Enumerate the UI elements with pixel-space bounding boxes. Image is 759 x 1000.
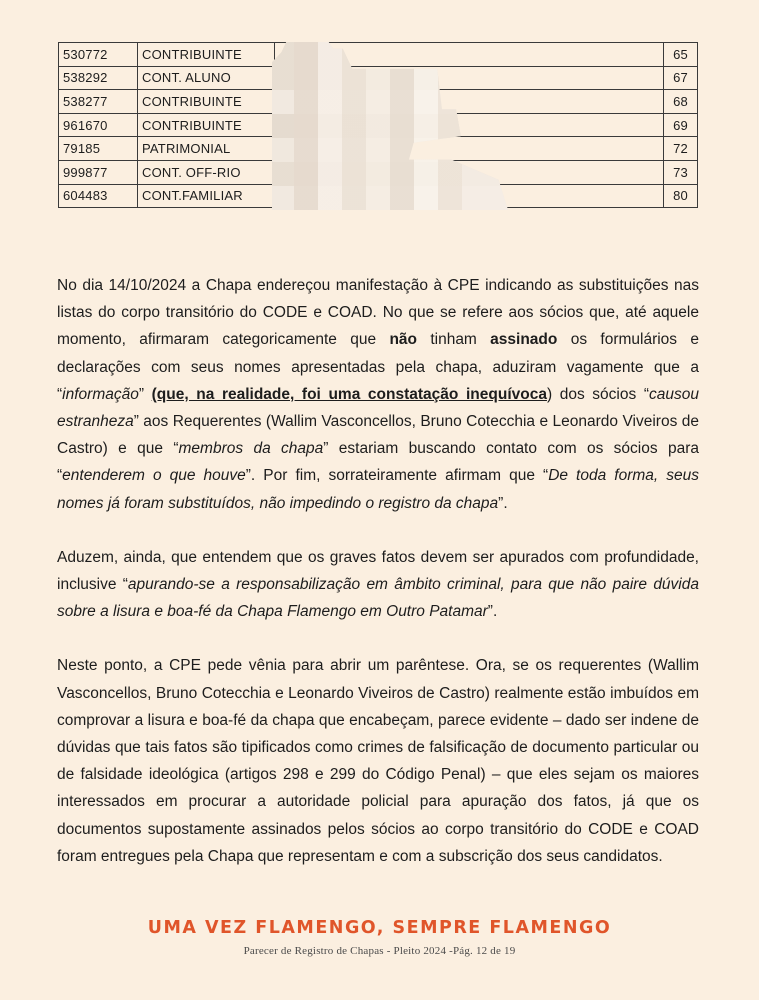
paragraph-text: ” bbox=[138, 385, 152, 403]
paragraph-text: ”. bbox=[487, 603, 498, 621]
paragraph-3: Neste ponto, a CPE pede vênia para abrir um parêntese. Ora, se os requerentes (Wallim Vasconcellos, Bruno Cotecchia e Leonardo Viveiros de Castro) realmente estão imbuídos em comprovar a lisura e boa-fé da chapa que encabeçam, parece evidente – dado ser indene de dúvidas que tais fatos são tipificados como crimes de falsificação de documento particular ou de falsidade ideológica (artigos 298 e 299 do Código Penal) – que eles sejam os maiores interessados em procurar a autoridade policial para apuração dos fatos, já que os documentos supostamente assinados pelos sócios ao corpo transitório do CODE e COAD foram entregues pela Chapa que representam e com a subscrição dos seus candidatos. bbox=[57, 657, 699, 865]
italic-quote: apurando-se a responsabilização em âmbito criminal, para que não paire dúvida sobre a lisura e boa-fé da Chapa Flamengo em Outro Patamar bbox=[57, 576, 699, 621]
member-number-cell: 65 bbox=[664, 43, 698, 67]
member-category-cell: CONTRIBUINTE bbox=[138, 43, 275, 67]
paragraph-text: Aduzem, ainda, que entendem que os graves fatos devem ser apurados com profundidade, inclusive “ bbox=[57, 548, 699, 594]
italic-quote: informação bbox=[62, 385, 139, 403]
paragraph-text: ”. bbox=[498, 494, 508, 512]
member-number-cell: 68 bbox=[664, 90, 698, 114]
member-category-cell: CONT. ALUNO bbox=[138, 66, 275, 90]
member-id-cell: 530772 bbox=[59, 43, 138, 67]
member-category-cell: CONTRIBUINTE bbox=[138, 113, 275, 137]
bold-underlined-text: (que, na realidade, foi uma constatação inequívoca bbox=[151, 385, 547, 403]
member-number-cell: 67 bbox=[664, 66, 698, 90]
member-category-cell: PATRIMONIAL bbox=[138, 137, 275, 161]
bold-text: não bbox=[389, 331, 417, 349]
paragraph-2 bbox=[57, 544, 699, 626]
member-id-cell: 604483 bbox=[59, 184, 138, 208]
bold-text: assinado bbox=[490, 331, 558, 349]
paragraph-text: os formulários e declarações com seus nomes apresentadas pela chapa, aduziram vagamente que a “ bbox=[57, 331, 699, 403]
paragraph-text: ”. Por fim, sorrateiramente afirmam que “ bbox=[245, 467, 549, 485]
member-category-cell: CONT.FAMILIAR bbox=[138, 184, 275, 208]
paragraph-text: ) dos sócios “ bbox=[546, 385, 650, 403]
italic-quote: membros da chapa bbox=[178, 440, 324, 458]
paragraph-1 bbox=[57, 272, 699, 517]
italic-quote: entenderem o que houve bbox=[62, 467, 246, 485]
footer-page-caption: Parecer de Registro de Chapas - Pleito 2024 -Pág. 12 de 19 bbox=[243, 945, 516, 957]
paragraph-text: tinham bbox=[417, 331, 491, 349]
footer-slogan: UMA VEZ FLAMENGO, SEMPRE FLAMENGO bbox=[147, 918, 612, 938]
member-number-cell: 73 bbox=[664, 160, 698, 184]
member-id-cell: 538277 bbox=[59, 90, 138, 114]
member-number-cell: 80 bbox=[664, 184, 698, 208]
member-category-cell: CONT. OFF-RIO bbox=[138, 160, 275, 184]
member-id-cell: 999877 bbox=[59, 160, 138, 184]
paragraph-text: ” estariam buscando contato com os sócios para “ bbox=[57, 440, 699, 485]
paragraph-text: No dia 14/10/2024 a Chapa endereçou manifestação à CPE indicando as substituições nas listas do corpo transitório do CODE e COAD. No que se refere aos sócios que, até aquele momento, afirmaram categoricamente que bbox=[57, 277, 699, 349]
member-id-cell: 79185 bbox=[59, 137, 138, 161]
paragraph-text: ” aos Requerentes (Wallim Vasconcellos, Bruno Cotecchia e Leonardo Viveiros de Castro) e que “ bbox=[57, 413, 699, 458]
member-number-cell: 72 bbox=[664, 137, 698, 161]
italic-quote: causou estranheza bbox=[57, 385, 699, 431]
document-body bbox=[57, 272, 699, 870]
member-id-cell: 961670 bbox=[59, 113, 138, 137]
table-row bbox=[59, 43, 698, 67]
italic-quote: De toda forma, seus nomes já foram substituídos, não impedindo o registro da chapa bbox=[57, 467, 699, 512]
member-category-cell: CONTRIBUINTE bbox=[138, 90, 275, 114]
member-id-cell: 538292 bbox=[59, 66, 138, 90]
member-number-cell: 69 bbox=[664, 113, 698, 137]
